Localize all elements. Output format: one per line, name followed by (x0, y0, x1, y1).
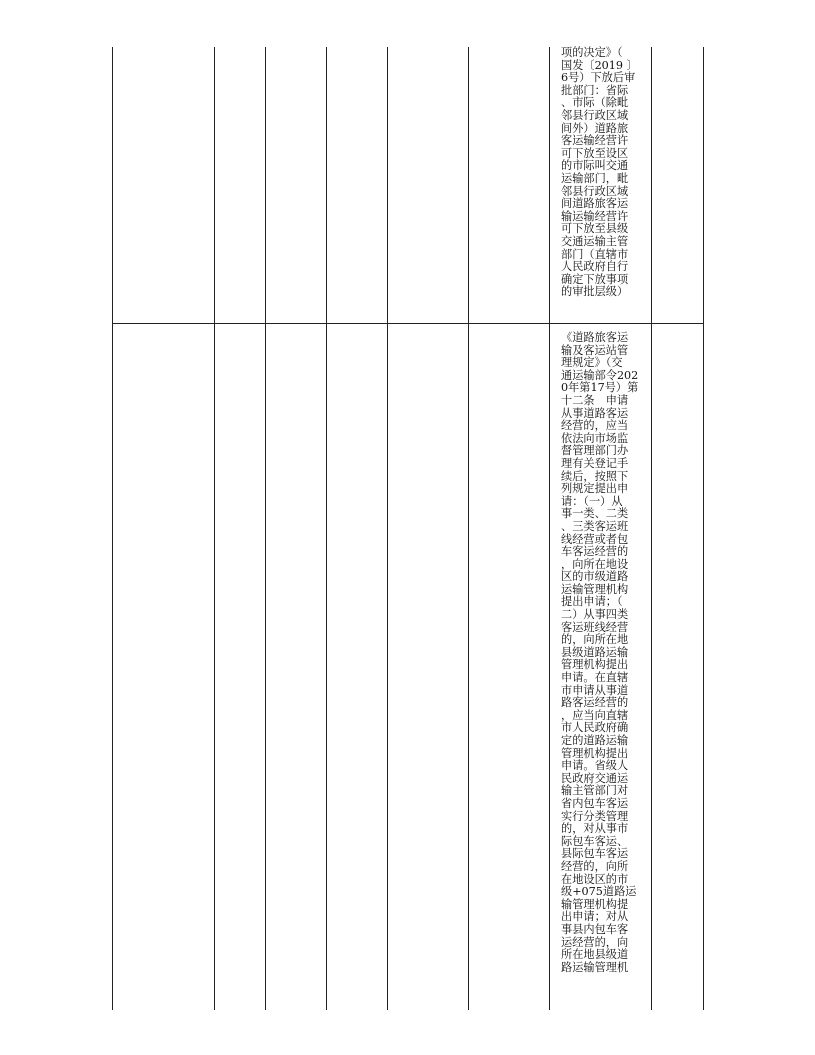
table-column-border (326, 47, 327, 1010)
table-column-border (651, 47, 652, 1010)
table-row-divider (112, 323, 703, 324)
table-cell-text (561, 332, 638, 974)
cell-text-line: 依法向市场监 (561, 431, 629, 445)
cell-text-line: 输运输经营许 (561, 209, 629, 223)
cell-text-line: 申请。省级人 (561, 759, 629, 773)
cell-text-line: 输及客运站管 (561, 343, 629, 357)
cell-text-line: 区的市级道路 (561, 570, 629, 584)
cell-text-line: 6号）下放后审 (561, 71, 636, 85)
cell-text-line: 线经营或者包 (561, 532, 629, 546)
cell-text-line: 际包车客运、 (561, 834, 629, 848)
cell-text-line: 列规定提出申 (561, 482, 629, 496)
cell-text-line: 续后，按照下 (561, 469, 629, 483)
cell-text-line: 所在地县级道 (561, 948, 629, 962)
cell-text-line: 县际包车客运 (561, 847, 629, 861)
table-column-border (265, 47, 266, 1010)
cell-text-line: 事县内包车客 (561, 922, 629, 936)
cell-text-line: 可下放至县级 (561, 222, 629, 236)
cell-text-line: 间道路旅客运 (561, 197, 629, 211)
cell-text-line: 省内包车客运 (561, 796, 629, 810)
cell-text-line: 输主管部门对 (561, 784, 629, 798)
cell-text-line: 管理机构提出 (561, 746, 629, 760)
cell-text-line: 运输部门，毗 (561, 171, 629, 185)
cell-text-line: 邻县行政区域 (561, 108, 629, 122)
cell-text-line: 确定下放事项 (561, 272, 629, 286)
cell-text-line: 、三类客运班 (561, 519, 629, 533)
cell-text-line: 的市际叫交通 (561, 159, 629, 173)
cell-text-line: 经营的，向所 (561, 859, 629, 873)
cell-text-line: ，应当向直辖 (561, 708, 629, 722)
cell-text-line: 项的决定》（ (561, 46, 623, 59)
cell-text-line: 客运班线经营 (561, 620, 629, 634)
cell-text-line: 出申请；对从 (561, 910, 629, 924)
cell-text-line: ，向所在地设 (561, 557, 629, 571)
cell-text-line: 市人民政府确 (561, 721, 629, 735)
cell-text-line: 请：（一）从 (561, 494, 623, 508)
cell-text-line: 事一类、二类 (561, 507, 629, 521)
table-column-border (387, 47, 388, 1010)
cell-text-line: 通运输部令202 (561, 368, 639, 382)
cell-text-line: 批部门：省际 (561, 83, 629, 97)
cell-text-line: 邻县行政区域 (561, 184, 629, 198)
cell-text-line: 县级道路运输 (561, 645, 629, 659)
cell-text-line: 输管理机构提 (561, 897, 629, 911)
table-column-border (703, 47, 704, 1010)
cell-text-line: 运输管理机构 (561, 582, 629, 596)
cell-text-line: 、市际（除毗 (561, 96, 629, 110)
cell-text-line: 客运输经营许 (561, 134, 629, 148)
cell-text-line: 理规定》（交 (561, 356, 623, 370)
cell-text-line: 部门（直辖市 (561, 247, 629, 261)
cell-text-line: 运经营的，向 (561, 935, 629, 949)
cell-text-line: 督管理部门办 (561, 444, 629, 458)
table-column-border (214, 47, 215, 1010)
cell-text-line: 实行分类管理 (561, 809, 629, 823)
cell-text-line: 从事道路客运 (561, 406, 629, 420)
cell-text-line: 民政府交通运 (561, 771, 629, 785)
cell-text-line: 可下放至设区 (561, 146, 629, 160)
table-column-border (468, 47, 469, 1010)
cell-text-line: 0年第17号）第 (561, 381, 639, 395)
cell-text-line: 车客运经营的 (561, 545, 629, 559)
cell-text-line: 的，向所在地 (561, 633, 629, 647)
cell-text-line: 十二条 申请 (561, 393, 629, 407)
cell-text-line: 管理机构提出 (561, 658, 629, 672)
cell-text-line: 级+075道路运 (561, 885, 637, 899)
cell-text-line: 的审批层级） (561, 285, 629, 299)
cell-text-line: 定的道路运输 (561, 734, 629, 747)
cell-text-line: 申请。在直辖 (561, 671, 629, 685)
cell-text-line: 在地设区的市 (561, 872, 629, 886)
cell-text-line: 市申请从事道 (561, 683, 629, 697)
cell-text-line: 路客运经营的 (561, 696, 629, 710)
table-column-border (112, 47, 113, 1010)
table-cell-text (561, 47, 638, 299)
cell-text-line: 提出申请；（ (561, 595, 623, 609)
table-column-border (549, 47, 550, 1010)
cell-text-line: 二）从事四类 (561, 608, 629, 622)
cell-text-line: 的，对从事市 (561, 822, 629, 836)
cell-text-line: 人民政府自行 (561, 260, 629, 274)
cell-text-line: 国发〔2019 〕 (561, 58, 638, 72)
cell-text-line: 理有关登记手 (561, 456, 629, 470)
cell-text-line: 交通运输主管 (561, 234, 629, 248)
cell-text-line: 经营的，应当 (561, 419, 629, 433)
cell-text-line: 路运输管理机 (561, 960, 629, 974)
cell-text-line: 间外）道路旅 (561, 121, 629, 135)
cell-text-line: 《道路旅客运 (561, 331, 629, 344)
